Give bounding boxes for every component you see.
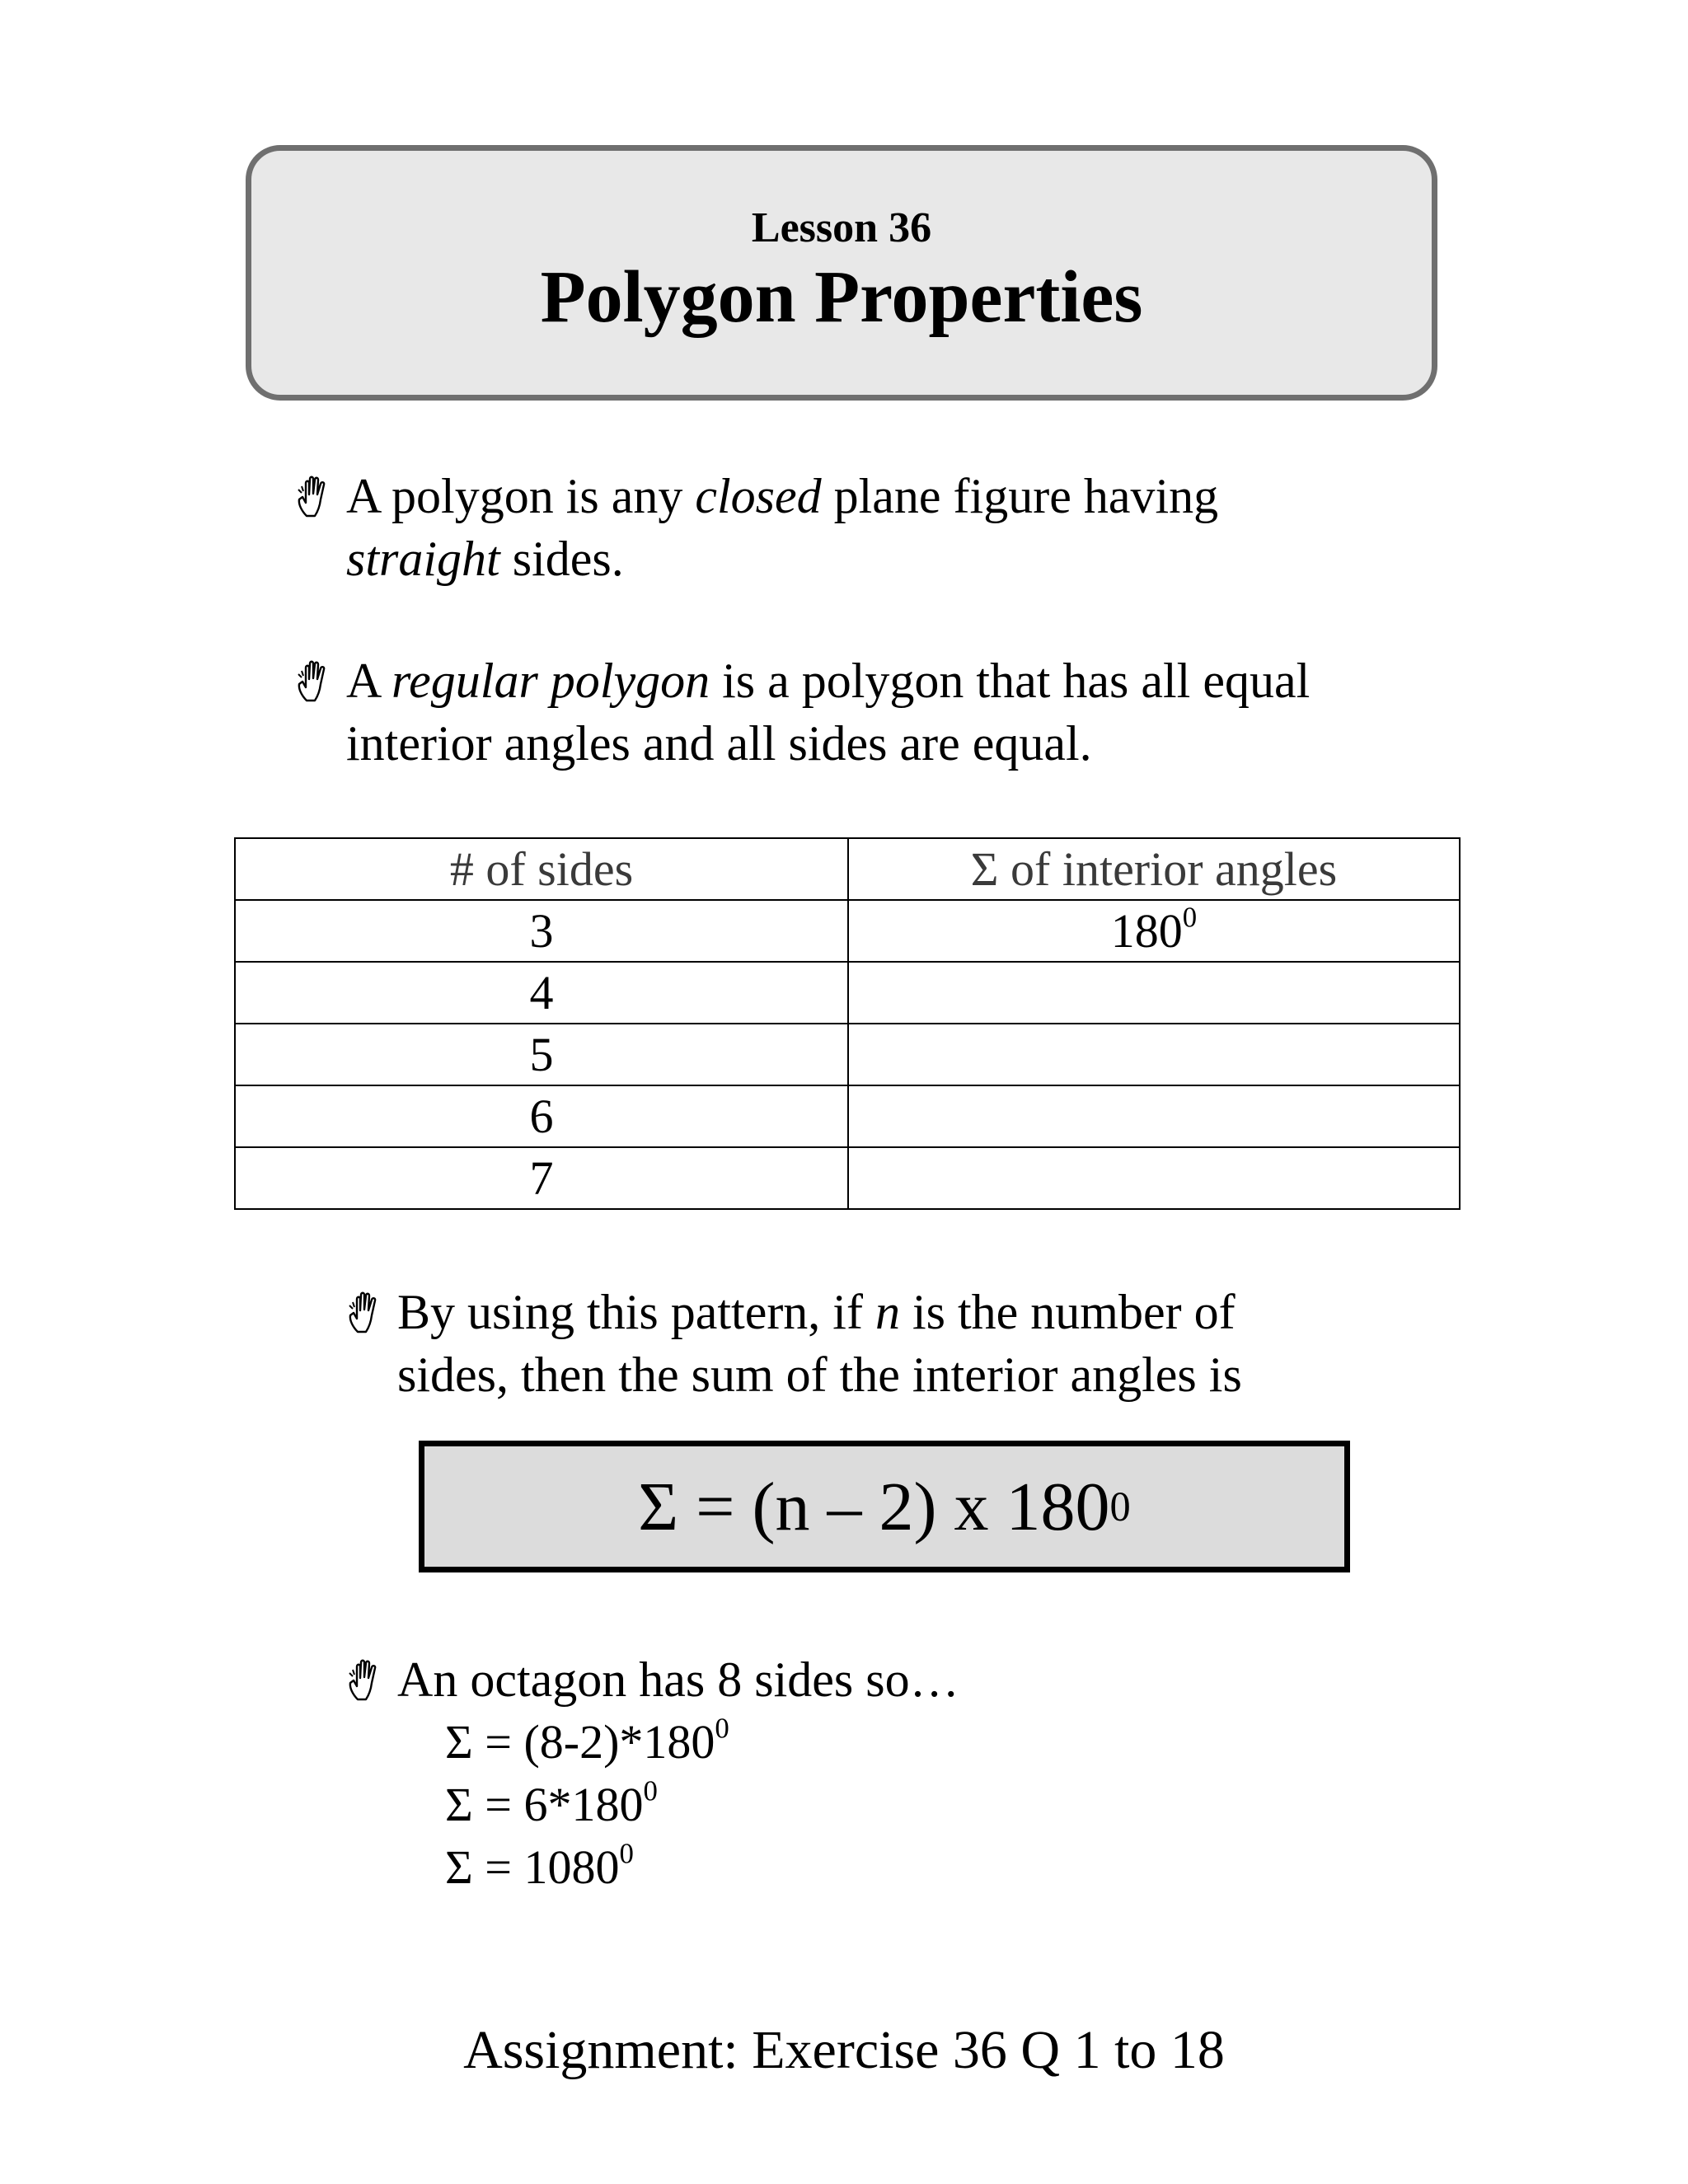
step-text: Σ = (8-2)*180 (445, 1715, 715, 1769)
table-row (235, 1085, 1460, 1147)
sum-cell (848, 1024, 1460, 1085)
emphasis-closed: closed (695, 469, 822, 523)
sum-cell (848, 1085, 1460, 1147)
example-step (445, 1711, 729, 1774)
example-step (445, 1836, 729, 1899)
octagon-example (397, 1648, 959, 1711)
lesson-number: Lesson 36 (751, 204, 932, 251)
text: By using this pattern, if (397, 1285, 875, 1339)
text: An octagon has 8 sides so… (397, 1652, 959, 1707)
formula-text: Σ = (n – 2) x 180 (638, 1468, 1110, 1545)
degree-superscript: 0 (715, 1712, 729, 1745)
emphasis-straight: straight (346, 532, 500, 586)
sum-cell (848, 1147, 1460, 1209)
text: is a polygon that has all equal (710, 654, 1311, 708)
degree-superscript: 0 (1182, 901, 1198, 934)
sides-cell: 3 (235, 900, 848, 962)
text: is the number of (899, 1285, 1236, 1339)
column-header-sum: Σ of interior angles (848, 838, 1460, 900)
example-step (445, 1774, 729, 1836)
text: A (346, 654, 392, 708)
table-row (235, 962, 1460, 1024)
text: sides, then the sum of the interior angles is (397, 1347, 1242, 1402)
step-text: Σ = 1080 (445, 1840, 620, 1894)
pattern-statement (397, 1281, 1242, 1406)
degree-superscript: 0 (619, 1837, 634, 1870)
degree-superscript: 0 (643, 1774, 658, 1807)
sides-cell: 6 (235, 1085, 848, 1147)
text: A polygon is any (346, 469, 696, 523)
table-row (235, 1024, 1460, 1085)
worked-example (445, 1711, 729, 1899)
text: interior angles and all sides are equal. (346, 716, 1092, 771)
lesson-title: Polygon Properties (540, 256, 1143, 338)
formula-box: Σ = (n – 2) x 180 0 (419, 1441, 1350, 1572)
interior-angles-table (234, 837, 1461, 1210)
table-header-row (235, 838, 1460, 900)
hand-icon (346, 1658, 386, 1701)
sum-cell (848, 962, 1460, 1024)
sum-cell (848, 900, 1460, 962)
sum-value: 180 (1110, 903, 1183, 958)
step-text: Σ = 6*180 (445, 1778, 644, 1831)
emphasis-n: n (874, 1285, 900, 1339)
text: plane figure having (821, 469, 1219, 523)
hand-icon (295, 475, 335, 518)
column-header-sides: # of sides (235, 838, 848, 900)
text: sides. (499, 532, 624, 586)
sides-cell: 4 (235, 962, 848, 1024)
lesson-header (246, 145, 1437, 401)
regular-polygon-definition (346, 649, 1310, 775)
polygon-definition (346, 465, 1218, 590)
hand-icon (295, 659, 335, 702)
sides-cell: 7 (235, 1147, 848, 1209)
assignment: Assignment: Exercise 36 Q 1 to 18 (463, 2020, 1225, 2080)
emphasis-regular-polygon: regular polygon (392, 654, 710, 708)
sides-cell: 5 (235, 1024, 848, 1085)
table-row (235, 900, 1460, 962)
table-row (235, 1147, 1460, 1209)
hand-icon (346, 1291, 386, 1333)
